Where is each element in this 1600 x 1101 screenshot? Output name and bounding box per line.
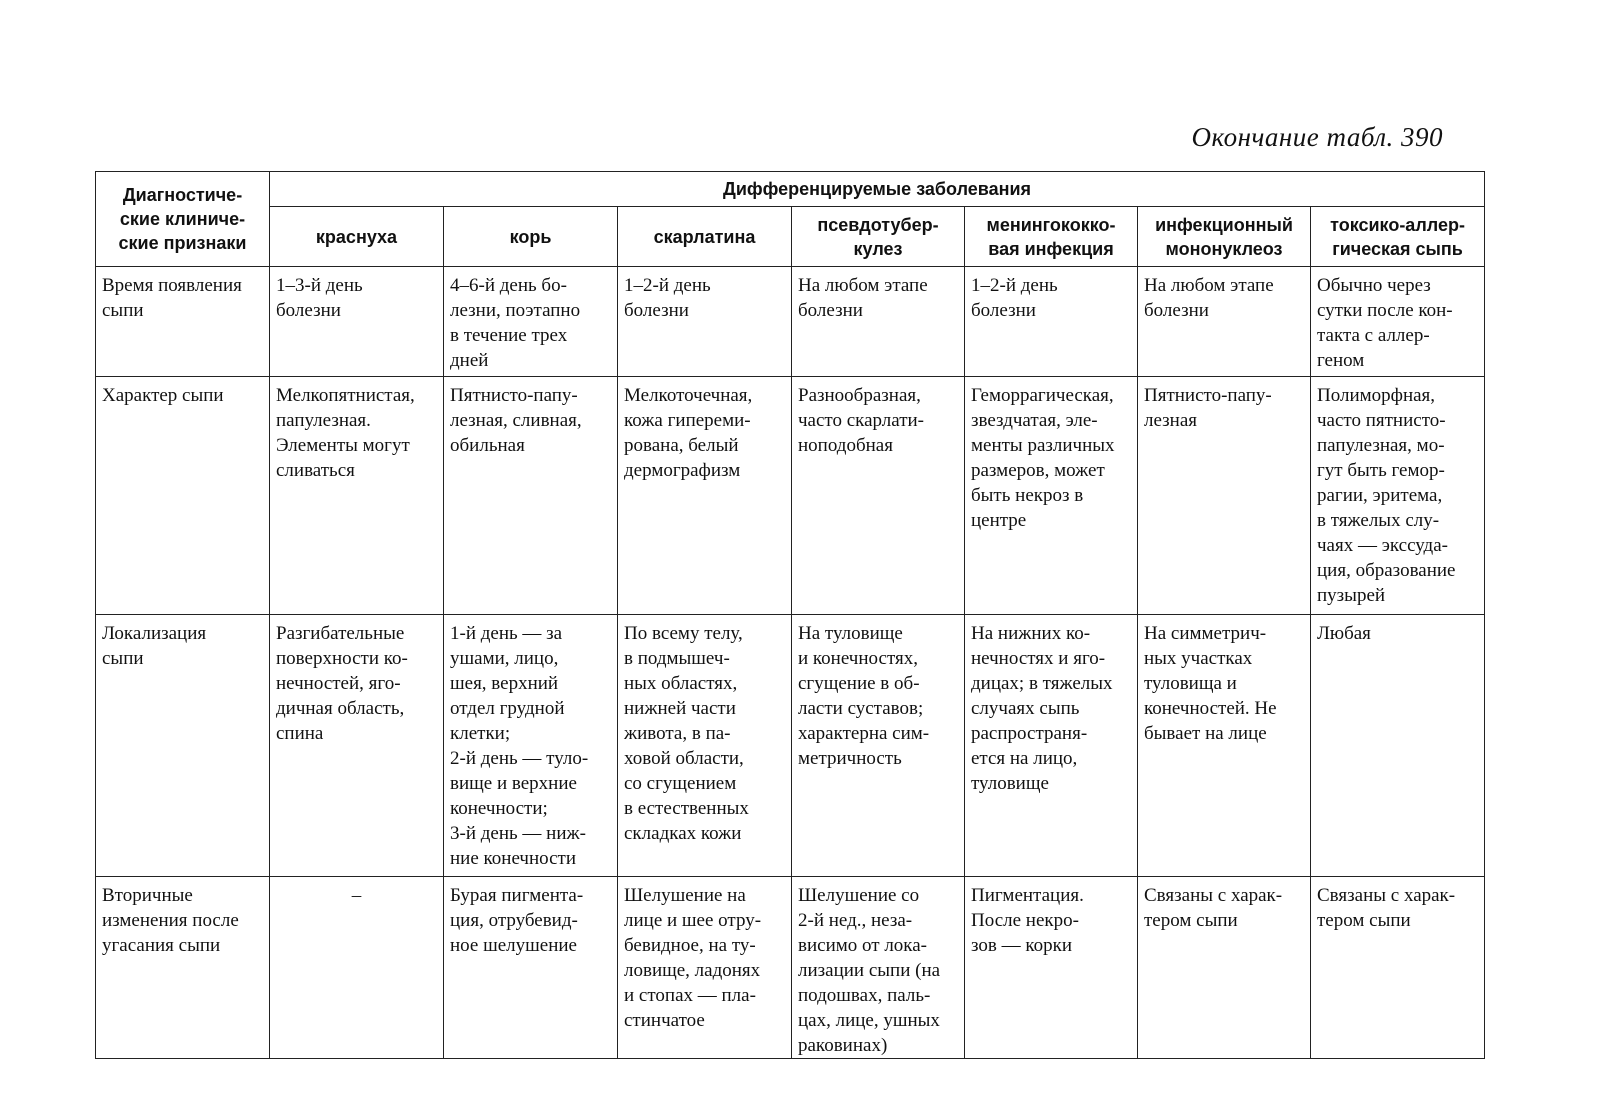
table-cell: Пятнисто-папу- лезная bbox=[1138, 377, 1311, 615]
table-cell: Разгибательные поверхности ко- нечностей, яго- дичная область, спина bbox=[270, 615, 444, 877]
table-cell: Геморрагическая, звездчатая, эле- менты различных размеров, может быть некроз в центре bbox=[965, 377, 1138, 615]
column-header: корь bbox=[444, 207, 618, 267]
column-header: менингококко- вая инфекция bbox=[965, 207, 1138, 267]
table-cell: Шелушение на лице и шее отру- бевидное, на ту- ловище, ладонях и стопах — пла- стинчатое bbox=[618, 877, 792, 1059]
row-label: Время появления сыпи bbox=[96, 267, 270, 377]
table-cell: На нижних ко- нечностях и яго- дицах; в тяжелых случаях сыпь распространя- ется на лицо, туловище bbox=[965, 615, 1138, 877]
table-row bbox=[96, 877, 1485, 1059]
table-cell: На любом этапе болезни bbox=[792, 267, 965, 377]
table-cell: Шелушение со 2-й нед., неза- висимо от лока- лизации сыпи (на подошвах, паль- цах, лице, ушных раковинах) bbox=[792, 877, 965, 1059]
column-header: краснуха bbox=[270, 207, 444, 267]
table-row bbox=[96, 615, 1485, 877]
column-header: инфекционный мононуклеоз bbox=[1138, 207, 1311, 267]
table-cell: Пигментация. После некро- зов — корки bbox=[965, 877, 1138, 1059]
table-caption: Окончание табл. 390 bbox=[1191, 122, 1443, 152]
table-cell: Мелкопятнистая, папулезная. Элементы могут сливаться bbox=[270, 377, 444, 615]
table-cell: Любая bbox=[1311, 615, 1485, 877]
table-row bbox=[96, 267, 1485, 377]
table-cell: Полиморфная, часто пятнисто- папулезная, мо- гут быть гемор- рагии, эритема, в тяжелых слу- чаях — экссуда- ция, образование пузырей bbox=[1311, 377, 1485, 615]
table-cell: На симметрич- ных участках туловища и конечностей. Не бывает на лице bbox=[1138, 615, 1311, 877]
table-cell: На любом этапе болезни bbox=[1138, 267, 1311, 377]
row-label: Характер сыпи bbox=[96, 377, 270, 615]
row-label: Вторичные изменения после угасания сыпи bbox=[96, 877, 270, 1059]
column-header: токсико-аллер- гическая сыпь bbox=[1311, 207, 1485, 267]
table-cell: 1–3-й день болезни bbox=[270, 267, 444, 377]
differential-diagnosis-table bbox=[95, 171, 1485, 1059]
column-header: скарлатина bbox=[618, 207, 792, 267]
table-cell: На туловище и конечностях, сгущение в об- ласти суставов; характерна сим- метричность bbox=[792, 615, 965, 877]
corner-header: Диагностиче- ские клиниче- ские признаки bbox=[96, 172, 270, 267]
table-cell: Мелкоточечная, кожа гипереми- рована, белый дермографизм bbox=[618, 377, 792, 615]
table-cell: – bbox=[270, 877, 444, 1059]
table-row bbox=[96, 377, 1485, 615]
table-cell: Обычно через сутки после кон- такта с аллер- геном bbox=[1311, 267, 1485, 377]
column-header: псевдотубер- кулез bbox=[792, 207, 965, 267]
table-cell: По всему телу, в подмышеч- ных областях, нижней части живота, в па- ховой области, со сгущением в естественных складках кожи bbox=[618, 615, 792, 877]
table-cell: Связаны с харак- тером сыпи bbox=[1138, 877, 1311, 1059]
table-cell: Разнообразная, часто скарлати- ноподобная bbox=[792, 377, 965, 615]
table-cell: 4–6-й день бо- лезни, поэтапно в течение трех дней bbox=[444, 267, 618, 377]
table-cell: Пятнисто-папу- лезная, сливная, обильная bbox=[444, 377, 618, 615]
table-cell: 1-й день — за ушами, лицо, шея, верхний отдел грудной клетки; 2-й день — туло- вище и верхние конечности; 3-й день — ниж- ние конечности bbox=[444, 615, 618, 877]
group-header: Дифференцируемые заболевания bbox=[270, 172, 1485, 207]
row-label: Локализация сыпи bbox=[96, 615, 270, 877]
table-cell: Бурая пигмента- ция, отрубевид- ное шелушение bbox=[444, 877, 618, 1059]
table-cell: Связаны с харак- тером сыпи bbox=[1311, 877, 1485, 1059]
table-cell: 1–2-й день болезни bbox=[618, 267, 792, 377]
table-cell: 1–2-й день болезни bbox=[965, 267, 1138, 377]
